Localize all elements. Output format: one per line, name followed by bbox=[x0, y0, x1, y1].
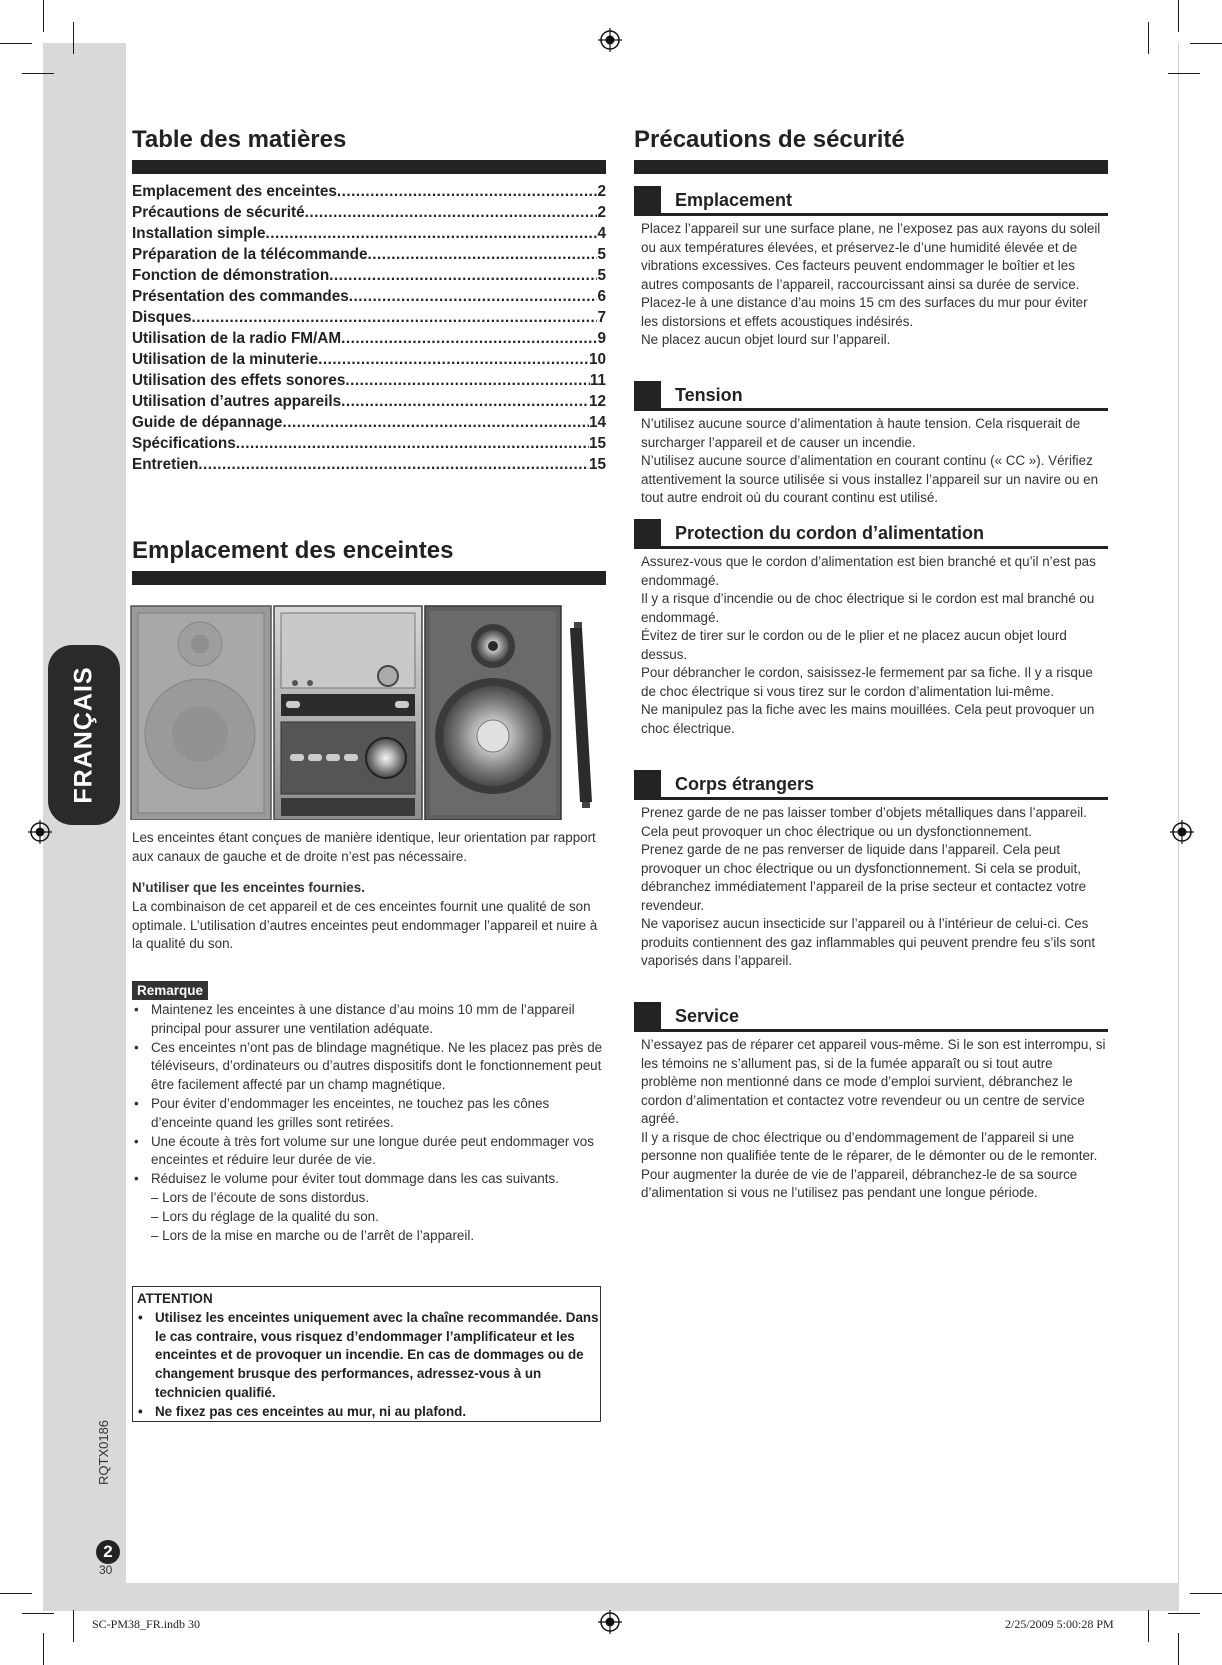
section-text-cordon: Assurez-vous que le cordon d’alimentation est bien branché et qu’il n’est pas endommagé. Il y a risque d’incendie ou de choc électrique si le cordon est mal branché ou endommagé. Évitez de tirer sur le cordon ou de le plier et ne placez aucun objet lourd dessus. Pour débrancher le cordon, saisissez-le fermement par sa fiche. Il y a risque de choc électrique si vous tirez sur le cordon d’alimentation lui-même. Ne manipulez pas la fiche avec les mains mouillées. Cela peut provoquer un choc électrique. bbox=[641, 554, 1096, 736]
toc-entry[interactable]: Utilisation des effets sonores ..... 11 bbox=[132, 372, 606, 393]
section-text-corps-etrangers: Prenez garde de ne pas laisser tomber d’objets métalliques dans l’appareil. Cela peut provoquer un choc électrique ou un dysfonctionnement. Prenez garde de ne pas renverser de liquide dans l’appareil. Cela peut provoquer un choc électrique ou un dysfonctionnement. Si cela se produit, débranchez immédiatement l’appareil de la prise secteur et contactez votre revendeur. Ne vaporisez aucun insecticide sur l’appareil ou à l’intérieur de celui-ci. Ces produits contiennent des gaz inflammables qui peuvent prendre feu s’ils sont vaporisés dans l’appareil. bbox=[641, 805, 1096, 968]
registration-mark-icon bbox=[598, 28, 622, 52]
section-text-service: N’essayez pas de réparer cet appareil vous-même. Si le son est interrompu, si les témoins ne s’allument pas, si de la fumée apparaît ou si tout autre problème non mentionné dans ce mode d’emploi survient, débranchez le cordon d’alimentation et contactez votre revendeur ou un centre de service agréé. Il y a risque de choc électrique ou d’endommagement de l’appareil si une personne non qualifiée tente de le réparer, de le démonter ou de le remonter. Pour augmenter la durée de vie de l’appareil, débranchez-le de sa source d’alimentation si vous ne l’utilisez pas pendant une longue période. bbox=[641, 1037, 1106, 1200]
page-edge bbox=[1178, 43, 1179, 1583]
crop-mark bbox=[1148, 1610, 1149, 1642]
remark-subitem: – Lors du réglage de la qualité du son. bbox=[151, 1208, 379, 1224]
toc-entry[interactable]: Précautions de sécurité ..... 2 bbox=[132, 204, 606, 225]
section-header-corps-etrangers: Corps étrangers bbox=[634, 770, 1108, 800]
crop-mark bbox=[73, 22, 74, 54]
speakers-intro: Les enceintes étant conçues de manière identique, leur orientation par rapport aux canaux de gauche et de droite n’est pas nécessaire. bbox=[132, 830, 596, 864]
crop-mark bbox=[1148, 22, 1149, 54]
remarks-list bbox=[132, 1001, 607, 1245]
crop-mark bbox=[0, 43, 32, 44]
crop-mark bbox=[22, 1613, 54, 1614]
only-supplied-heading: N’utiliser que les enceintes fournies. bbox=[132, 880, 365, 895]
remark-item: • Maintenez les enceintes à une distance d’au moins 10 mm de l’appareil principal pour assurer une ventilation adéquate. bbox=[132, 1001, 607, 1039]
remark-item: • Ces enceintes n’ont pas de blindage magnétique. Ne les placez pas près de téléviseurs, d’ordinateurs ou d’autres dispositifs dont le fonctionnement peut être facilement affecté par un champ magnétique. bbox=[132, 1039, 607, 1095]
crop-mark bbox=[1178, 0, 1179, 32]
attention-title: ATTENTION bbox=[137, 1291, 213, 1306]
attention-box bbox=[132, 1286, 601, 1422]
toc-entry[interactable]: Utilisation de la minuterie ..... 10 bbox=[132, 351, 606, 372]
toc-entry[interactable]: Emplacement des enceintes ..... 2 bbox=[132, 183, 606, 204]
section-header-cordon: Protection du cordon d’alimentation bbox=[634, 519, 1108, 549]
language-tab-label: FRANÇAIS bbox=[69, 666, 98, 804]
crop-mark bbox=[1190, 1593, 1222, 1594]
language-tab bbox=[48, 645, 120, 825]
crop-mark bbox=[1168, 73, 1200, 74]
model-code: RQTX0186 bbox=[96, 1419, 111, 1485]
crop-mark bbox=[1168, 1613, 1200, 1614]
page-number-badge: 2 bbox=[96, 1540, 120, 1564]
toc-entry[interactable]: Utilisation d’autres appareils ..... 12 bbox=[132, 393, 606, 414]
table-of-contents bbox=[132, 183, 606, 477]
heading-bar bbox=[634, 160, 1108, 174]
speakers-title: Emplacement des enceintes bbox=[132, 537, 454, 564]
section-header-service: Service bbox=[634, 1002, 1108, 1032]
section-header-emplacement: Emplacement bbox=[634, 186, 1108, 216]
attention-item: • Ne fixez pas ces enceintes au mur, ni au plafond. bbox=[137, 1403, 600, 1422]
heading-bar bbox=[132, 160, 606, 174]
only-supplied-text: La combinaison de cet appareil et de ces enceintes fournit une qualité de son optimale. L’utilisation d’autres enceintes peut endommager l’appareil et nuire à la qualité du son. bbox=[132, 899, 598, 951]
crop-mark bbox=[0, 1593, 32, 1594]
heading-bar bbox=[132, 571, 606, 585]
toc-entry[interactable]: Fonction de démonstration ..... 5 bbox=[132, 267, 606, 288]
crop-mark bbox=[73, 1610, 74, 1642]
safety-title: Précautions de sécurité bbox=[634, 126, 905, 153]
section-header-tension: Tension bbox=[634, 381, 1108, 411]
page-number-small: 30 bbox=[99, 1563, 113, 1577]
remark-subitem: – Lors de l’écoute de sons distordus. bbox=[151, 1189, 370, 1205]
remark-subitem: – Lors de la mise en marche ou de l’arrêt de l’appareil. bbox=[151, 1227, 475, 1243]
toc-entry[interactable]: Entretien ..... 15 bbox=[132, 456, 606, 477]
attention-item: • Utilisez les enceintes uniquement avec la chaîne recommandée. Dans le cas contraire, vous risquez d’endommager l’amplificateur et les enceintes et de provoquer un incendie. En cas de dommages ou de changement brusque des performances, adressez-vous à un technicien qualifié. bbox=[137, 1309, 600, 1403]
toc-entry[interactable]: Installation simple ..... 4 bbox=[132, 225, 606, 246]
registration-mark-icon bbox=[28, 820, 52, 844]
toc-entry[interactable]: Disques ..... 7 bbox=[132, 309, 606, 330]
section-text-emplacement: Placez l’appareil sur une surface plane, ne l’exposez pas aux rayons du soleil ou aux températures élevées, et préservez-le d’une humidité élevée et de vibrations excessives. Ces facteurs peuvent endommager le boîtier et les autres composants de l’appareil, raccourcissant ainsi sa durée de service. Placez-le à une distance d’au moins 15 cm des surfaces du mur pour éviter les distorsions et effets acoustiques indésirés. Ne placez aucun objet lourd sur l’appareil. bbox=[641, 221, 1101, 347]
toc-entry[interactable]: Guide de dépannage ..... 14 bbox=[132, 414, 606, 435]
toc-entry[interactable]: Utilisation de la radio FM/AM ..... 9 bbox=[132, 330, 606, 351]
registration-mark-icon bbox=[1170, 820, 1194, 844]
remark-label: Remarque bbox=[132, 981, 208, 1000]
registration-mark-icon bbox=[598, 1610, 622, 1634]
bottom-margin-band bbox=[43, 1583, 1179, 1611]
crop-mark bbox=[43, 1633, 44, 1665]
toc-title: Table des matières bbox=[132, 126, 347, 153]
toc-entry[interactable]: Préparation de la télécommande ..... 5 bbox=[132, 246, 606, 267]
section-text-tension: N’utilisez aucune source d’alimentation à haute tension. Cela risquerait de surcharger l’appareil et de causer un incendie. N’utilisez aucune source d’alimentation en courant continu (« CC »). Vérifiez attentivement la source utilisée si vous installez l’appareil sur un navire ou en tout autre endroit où du courant continu est utilisé. bbox=[641, 416, 1099, 505]
toc-entry[interactable]: Présentation des commandes ..... 6 bbox=[132, 288, 606, 309]
remark-item: • Une écoute à très fort volume sur une longue durée peut endommager vos enceintes et réduire leur durée de vie. bbox=[132, 1133, 607, 1171]
footer-file: SC-PM38_FR.indb 30 bbox=[92, 1617, 201, 1631]
crop-mark bbox=[1190, 43, 1222, 44]
toc-entry[interactable]: Spécifications ..... 15 bbox=[132, 435, 606, 456]
crop-mark bbox=[22, 73, 54, 74]
crop-mark bbox=[1178, 1633, 1179, 1665]
crop-mark bbox=[43, 0, 44, 32]
remark-item: • Pour éviter d’endommager les enceintes, ne touchez pas les cônes d’enceinte quand les grilles sont retirées. bbox=[132, 1095, 607, 1133]
speaker-system-illustration bbox=[130, 604, 608, 820]
footer-datetime: 2/25/2009 5:00:28 PM bbox=[1005, 1617, 1114, 1631]
remark-item: • Réduisez le volume pour éviter tout dommage dans les cas suivants. – Lors de l’écoute de sons distordus. – Lors du réglage de la qualité du son. – Lors de la mise en marche ou de l’arrêt de l’appareil. bbox=[132, 1170, 607, 1245]
